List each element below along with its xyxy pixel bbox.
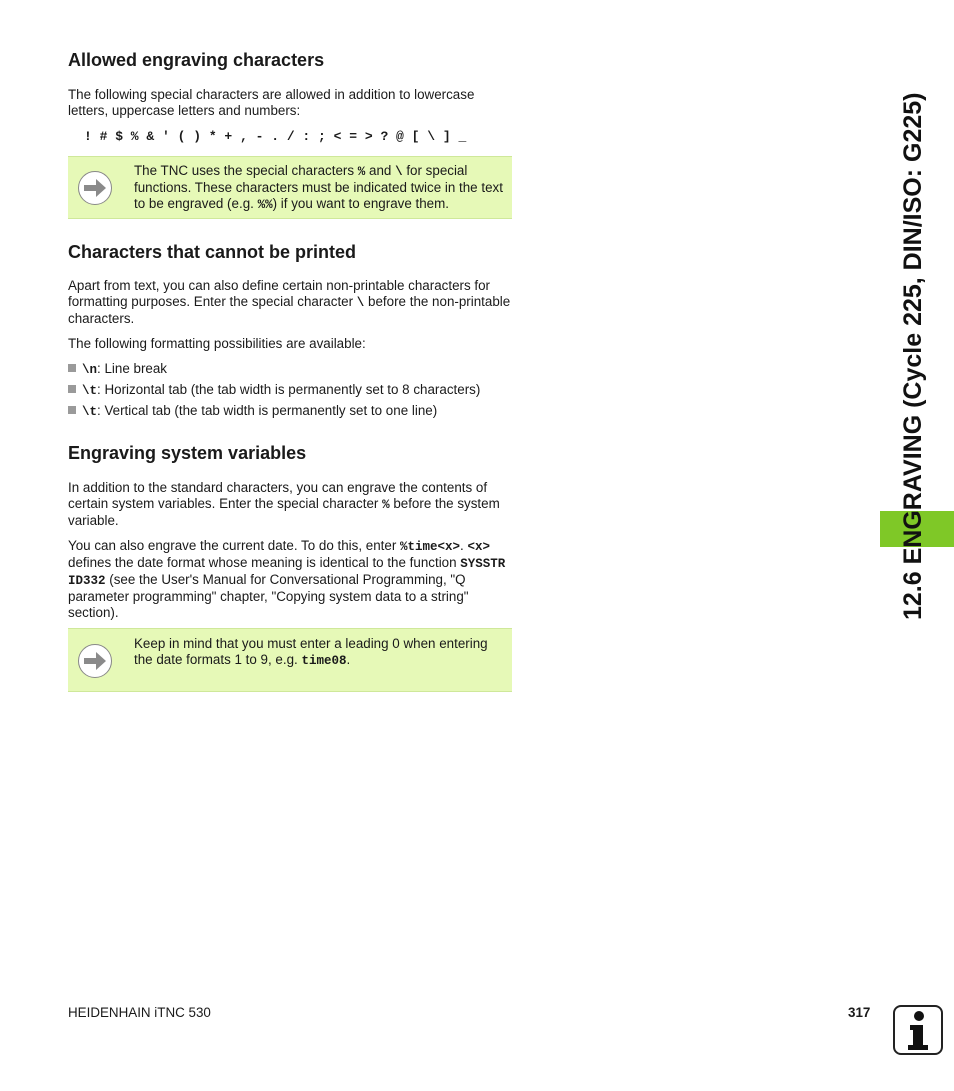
date-engraving-paragraph: You can also engrave the current date. To do this, enter %time<x>. <x> defines the date format whose meaning is identical to the function SYSSTR ID332 (see the User's Manual for Conversational Programming, "Q parameter programming" chapter, "Copying system data to a string" section). (68, 538, 506, 620)
heading-system-variables: Engraving system variables (68, 443, 307, 463)
arrow-right-icon (78, 644, 112, 678)
heading-allowed-characters: Allowed engraving characters (68, 50, 325, 70)
note-special-characters-text: The TNC uses the special characters % and \ for special functions. These characters must be indicated twice in the text to be engraved (e.g. %%) if you want to engrave them. (134, 163, 503, 212)
non-printable-intro: Apart from text, you can also define certain non-printable characters for formatting purposes. Enter the special character \ before the non-printable characters. (68, 278, 511, 326)
bullet-icon (68, 406, 76, 414)
sidebar-chapter-title: 12.6 ENGRAVING (Cycle 225, DIN/ISO: G225) (899, 92, 927, 620)
info-icon (893, 1005, 943, 1055)
note-leading-zero (68, 628, 512, 692)
formatting-possibilities-intro: The following formatting possibilities are available: (68, 336, 366, 351)
heading-non-printable: Characters that cannot be printed (68, 242, 357, 262)
note-special-characters (68, 156, 512, 219)
page-number: 317 (848, 1005, 871, 1020)
bullet-icon (68, 385, 76, 393)
allowed-intro: The following special characters are allowed in addition to lowercase letters, uppercase letters and numbers: (68, 87, 475, 118)
list-item: \t: Vertical tab (the tab width is permanently set to one line) (68, 403, 514, 420)
footer-manual-name: HEIDENHAIN iTNC 530 (68, 1005, 211, 1020)
bullet-icon (68, 364, 76, 372)
note-leading-zero-text: Keep in mind that you must enter a leading 0 when entering the date formats 1 to 9, e.g. time08. (134, 636, 488, 668)
list-item: \t: Horizontal tab (the tab width is permanently set to 8 characters) (68, 382, 528, 399)
system-variables-intro: In addition to the standard characters, you can engrave the contents of certain system variables. Enter the special character % before the system variable. (68, 480, 500, 528)
list-item: \n: Line break (68, 361, 514, 378)
allowed-characters-list: ! # $ % & ' ( ) * + , - . / : ; < = > ? @ [ \ ] _ (84, 129, 467, 144)
arrow-right-icon (78, 171, 112, 205)
